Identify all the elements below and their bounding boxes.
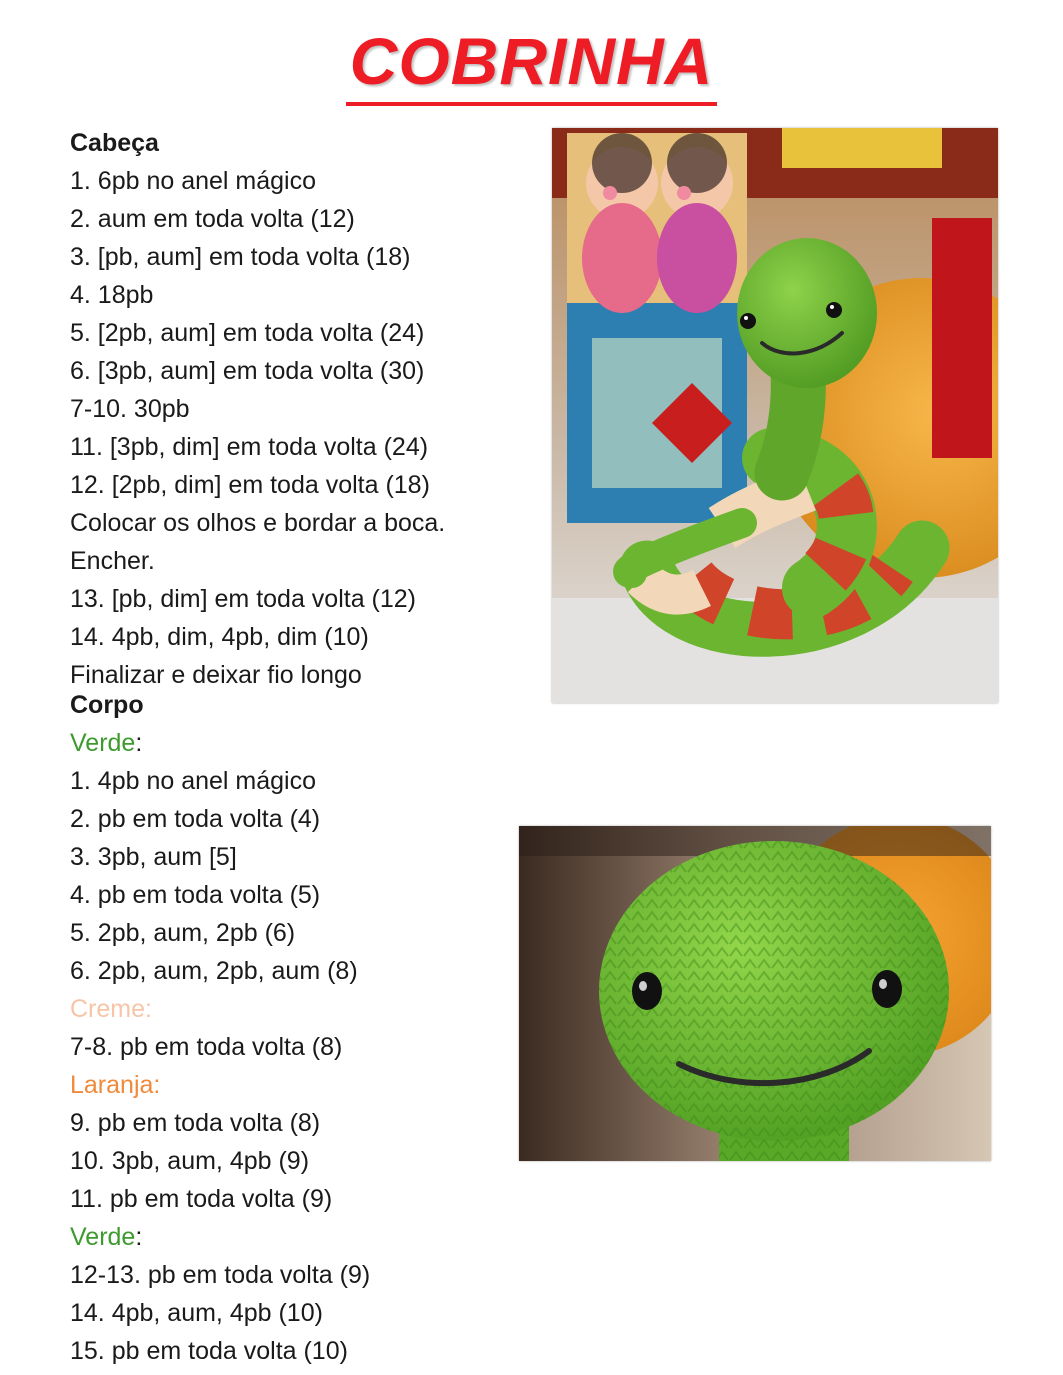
body-line: 15. pb em toda volta (10) bbox=[70, 1337, 348, 1365]
head-line: 6. [3pb, aum] em toda volta (30) bbox=[70, 357, 425, 385]
head-line: 7-10. 30pb bbox=[70, 395, 190, 423]
body-line: 5. 2pb, aum, 2pb (6) bbox=[70, 919, 296, 947]
head-line: 5. [2pb, aum] em toda volta (24) bbox=[70, 319, 425, 347]
verde-label: Verde bbox=[70, 729, 136, 757]
head-line: 11. [3pb, dim] em toda volta (24) bbox=[70, 433, 429, 461]
head-line: 3. [pb, aum] em toda volta (18) bbox=[70, 243, 411, 271]
body-line: 6. 2pb, aum, 2pb, aum (8) bbox=[70, 957, 358, 985]
body-line: 11. pb em toda volta (9) bbox=[70, 1185, 333, 1213]
body-line: 10. 3pb, aum, 4pb (9) bbox=[70, 1147, 310, 1175]
body-line: 14. 4pb, aum, 4pb (10) bbox=[70, 1299, 323, 1327]
snake-photo-closeup bbox=[519, 826, 991, 1161]
color-label-laranja: Laranja: bbox=[70, 1071, 161, 1099]
color-label-verde-2 bbox=[70, 1218, 540, 1256]
body-line: 9. pb em toda volta (8) bbox=[70, 1109, 321, 1137]
snake-illustration bbox=[552, 128, 998, 703]
head-line: 2. aum em toda volta (12) bbox=[70, 205, 355, 233]
snake-photo-full bbox=[552, 128, 998, 703]
snake-head-illustration bbox=[519, 826, 991, 1161]
head-line: 12. [2pb, dim] em toda volta (18) bbox=[70, 471, 430, 499]
verde-colon: : bbox=[135, 1223, 143, 1251]
body-heading: Corpo bbox=[70, 691, 144, 719]
body-line: 7-8. pb em toda volta (8) bbox=[70, 1033, 343, 1061]
page-title-wrap bbox=[0, 22, 1063, 106]
head-line: Finalizar e deixar fio longo bbox=[70, 661, 362, 689]
head-line: 4. 18pb bbox=[70, 281, 154, 309]
head-line: 13. [pb, dim] em toda volta (12) bbox=[70, 585, 417, 613]
body-line: 12-13. pb em toda volta (9) bbox=[70, 1261, 371, 1289]
body-instructions bbox=[70, 686, 540, 1370]
head-instructions bbox=[70, 124, 540, 694]
body-line: 1. 4pb no anel mágico bbox=[70, 767, 317, 795]
head-line: 14. 4pb, dim, 4pb, dim (10) bbox=[70, 623, 369, 651]
body-line: 2. pb em toda volta (4) bbox=[70, 805, 321, 833]
head-line: Colocar os olhos e bordar a boca. bbox=[70, 509, 446, 537]
page-title: COBRINHA bbox=[346, 22, 718, 106]
verde-colon: : bbox=[135, 729, 143, 757]
head-heading: Cabeça bbox=[70, 129, 159, 157]
head-line: 1. 6pb no anel mágico bbox=[70, 167, 317, 195]
verde-label: Verde bbox=[70, 1223, 136, 1251]
body-line: 4. pb em toda volta (5) bbox=[70, 881, 321, 909]
color-label-verde bbox=[70, 724, 540, 762]
color-label-creme: Creme: bbox=[70, 995, 152, 1023]
head-line: Encher. bbox=[70, 547, 155, 575]
body-line: 3. 3pb, aum [5] bbox=[70, 843, 237, 871]
